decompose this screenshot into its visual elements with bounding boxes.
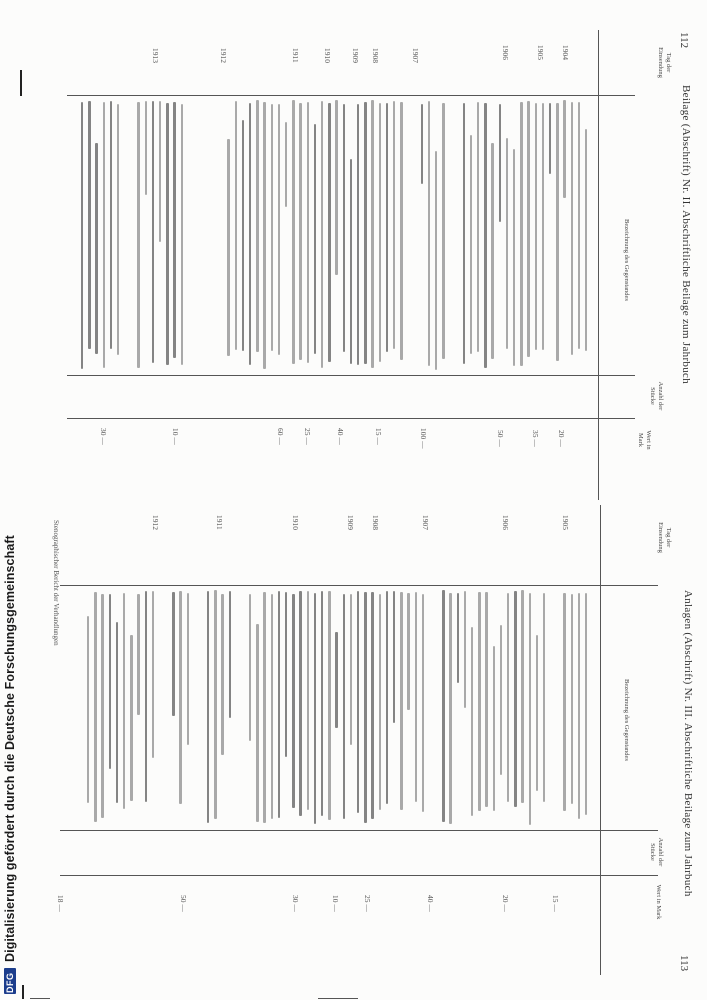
upper-date-mark: 1905 [536, 45, 545, 60]
lower-header-rule [60, 585, 658, 586]
text-line [110, 101, 112, 349]
text-line [357, 104, 359, 366]
lower-date-mark: 1908 [371, 515, 380, 530]
text-line [103, 102, 105, 369]
text-line [249, 103, 251, 365]
text-line [457, 593, 459, 683]
text-line [307, 591, 309, 810]
lower-page-number: 113 [678, 955, 690, 972]
text-line [173, 102, 175, 358]
text-line [379, 103, 381, 362]
text-line [535, 103, 537, 350]
text-line [321, 101, 323, 367]
text-line [249, 594, 251, 741]
text-line [428, 101, 430, 366]
text-line [256, 624, 258, 822]
lower-col-rule-1 [600, 505, 601, 975]
upper-value-mark: 60 — [276, 428, 285, 445]
text-line [152, 591, 154, 758]
text-line [343, 594, 345, 819]
lower-date-mark: 1905 [561, 515, 570, 530]
text-line [328, 103, 330, 362]
text-line [335, 100, 337, 275]
text-line [585, 129, 587, 351]
text-line [500, 625, 502, 775]
text-line [470, 135, 472, 354]
lower-value-mark: 20 — [501, 895, 510, 912]
text-line [415, 592, 417, 802]
text-line [137, 102, 139, 368]
text-line [549, 103, 551, 173]
lower-date-mark: 1911 [215, 515, 224, 530]
text-line [520, 102, 522, 366]
text-line [159, 101, 161, 242]
upper-value-mark: 100 — [419, 428, 428, 449]
upper-value-mark: 15 — [374, 428, 383, 445]
upper-col-rule-3 [67, 418, 635, 419]
text-line [207, 591, 209, 823]
upper-date-mark: 1908 [371, 48, 380, 63]
upper-running-title: Beilage (Abschrift) Nr. II. Abschriftliche Beilage zum Jahrbuch [680, 85, 692, 385]
text-line [81, 102, 83, 368]
text-line [514, 591, 516, 807]
upper-page-number: 112 [678, 32, 690, 49]
text-line [491, 143, 493, 358]
text-line [435, 151, 437, 370]
bottom-edge-rule [30, 998, 50, 999]
text-line [285, 592, 287, 757]
lower-value-mark: 50 — [179, 895, 188, 912]
upper-value-mark: 35 — [531, 430, 540, 447]
upper-date-mark: 1911 [291, 48, 300, 63]
upper-date-mark: 1912 [219, 48, 228, 63]
text-line [350, 159, 352, 364]
text-line [449, 593, 451, 824]
upper-header-rule [67, 95, 635, 96]
bottom-edge-rule-2 [318, 998, 358, 999]
text-line [307, 102, 309, 363]
text-line [242, 120, 244, 350]
text-line [477, 102, 479, 353]
text-line [343, 104, 345, 353]
text-line [563, 593, 565, 811]
text-line [335, 632, 337, 728]
text-line [400, 102, 402, 360]
text-line [321, 591, 323, 817]
upper-date-mark: 1909 [351, 48, 360, 63]
lower-col-rule-2 [60, 830, 658, 831]
text-line [117, 104, 119, 355]
lower-date-mark: 1912 [151, 515, 160, 530]
text-line [585, 593, 587, 815]
upper-header-date: Tag der Einsendung [657, 47, 672, 78]
text-line [571, 102, 573, 356]
upper-value-mark: 50 — [496, 430, 505, 447]
lower-header-date: Tag der Einsendung [657, 522, 672, 553]
text-line [137, 594, 139, 715]
text-line [187, 593, 189, 745]
lower-col-rule-3 [60, 875, 658, 876]
text-line [386, 591, 388, 805]
text-line [536, 635, 538, 791]
upper-header-title: Bezeichnung des Gegenstandes [623, 219, 630, 301]
text-line [292, 594, 294, 809]
text-line [263, 102, 265, 369]
text-line [172, 592, 174, 716]
text-line [513, 149, 515, 366]
upper-header-value: Wert in Mark [637, 430, 652, 450]
text-line [299, 591, 301, 816]
upper-date-mark: 1904 [561, 45, 570, 60]
dfg-logo-text: DFG [5, 972, 15, 993]
text-line [314, 124, 316, 354]
text-line [166, 103, 168, 365]
lower-footer-note: Stenographischer Bericht der Verhandlungen [52, 520, 60, 646]
upper-value-mark: 25 — [303, 428, 312, 445]
upper-date-mark: 1910 [323, 48, 332, 63]
text-line [529, 593, 531, 825]
text-line [109, 594, 111, 770]
text-line [521, 590, 523, 803]
lower-date-mark: 1907 [421, 515, 430, 530]
lower-date-mark: 1906 [501, 515, 510, 530]
text-line [116, 622, 118, 804]
text-line [179, 591, 181, 804]
text-line [221, 594, 223, 756]
lower-header-value: Wert in Mark [655, 884, 662, 920]
lower-date-mark: 1910 [291, 515, 300, 530]
text-line [563, 100, 565, 198]
text-line [271, 104, 273, 351]
lower-header-amount: Anzahl der Stücke [649, 837, 664, 867]
text-line [152, 101, 154, 363]
text-line [130, 635, 132, 801]
text-line [292, 100, 294, 364]
text-line [364, 102, 366, 364]
text-line [181, 104, 183, 365]
text-line [87, 616, 89, 803]
text-line [578, 102, 580, 348]
upper-header-amount: Anzahl der Stücke [649, 381, 664, 411]
text-line [507, 593, 509, 803]
text-line [407, 593, 409, 710]
text-line [278, 591, 280, 817]
text-line [271, 594, 273, 819]
text-line [350, 594, 352, 746]
text-line [442, 103, 444, 359]
binding-mark-top [20, 70, 22, 96]
text-line [263, 592, 265, 823]
text-line [471, 627, 473, 816]
upper-value-mark: 20 — [557, 430, 566, 447]
text-line [421, 104, 423, 184]
text-line [499, 104, 501, 222]
lower-value-mark: 15 — [551, 895, 560, 912]
upper-date-mark: 1913 [151, 48, 160, 63]
text-line [556, 103, 558, 361]
lower-value-mark: 30 — [291, 895, 300, 912]
lower-value-mark: 18 — [56, 895, 65, 912]
text-line [578, 593, 580, 819]
text-line [393, 101, 395, 349]
text-line [256, 100, 258, 351]
text-line [464, 591, 466, 707]
text-line [478, 592, 480, 811]
text-line [463, 103, 465, 364]
text-line [493, 646, 495, 810]
text-line [123, 593, 125, 809]
text-line [145, 101, 147, 195]
text-line [527, 101, 529, 358]
lower-value-mark: 40 — [426, 895, 435, 912]
upper-date-mark: 1907 [411, 48, 420, 63]
text-line [95, 143, 97, 354]
text-line [214, 590, 216, 819]
text-line [442, 590, 444, 822]
upper-col-rule-2 [67, 375, 635, 376]
text-line [386, 103, 388, 352]
text-line [328, 591, 330, 820]
text-line [393, 591, 395, 724]
text-line [229, 591, 231, 718]
text-line [371, 100, 373, 368]
text-line [542, 103, 544, 350]
text-line [227, 139, 229, 356]
upper-value-mark: 10 — [171, 428, 180, 445]
text-line [571, 594, 573, 804]
text-line [364, 592, 366, 823]
upper-value-mark: 40 — [336, 428, 345, 445]
text-line [379, 594, 381, 811]
text-line [94, 592, 96, 821]
upper-value-mark: 30 — [99, 428, 108, 445]
lower-value-mark: 10 — [331, 895, 340, 912]
lower-value-mark: 25 — [363, 895, 372, 912]
upper-col-rule-1 [598, 30, 599, 500]
text-line [299, 103, 301, 361]
upper-date-mark: 1906 [501, 45, 510, 60]
text-line [485, 592, 487, 807]
digitization-banner: Digitalisierung gefördert durch die Deutsche Forschungsgemeinschaft [3, 535, 17, 962]
text-line [371, 592, 373, 819]
lower-header-title: Bezeichnung des Gegenstandes [623, 679, 630, 761]
text-line [422, 594, 424, 812]
text-line [314, 593, 316, 824]
text-line [235, 101, 237, 351]
binding-mark-bottom [22, 985, 24, 999]
lower-running-title: Anlagen (Abschrift) Nr. III. Abschriftliche Beilage zum Jahrbuch [682, 590, 694, 897]
text-line [101, 594, 103, 818]
lower-date-mark: 1909 [346, 515, 355, 530]
text-line [88, 101, 90, 349]
text-line [145, 591, 147, 802]
text-line [543, 593, 545, 802]
text-line [285, 122, 287, 207]
text-line [357, 591, 359, 813]
text-line [484, 103, 486, 368]
text-line [506, 138, 508, 349]
text-line [278, 104, 280, 355]
text-line [400, 592, 402, 810]
dfg-logo [4, 968, 16, 994]
